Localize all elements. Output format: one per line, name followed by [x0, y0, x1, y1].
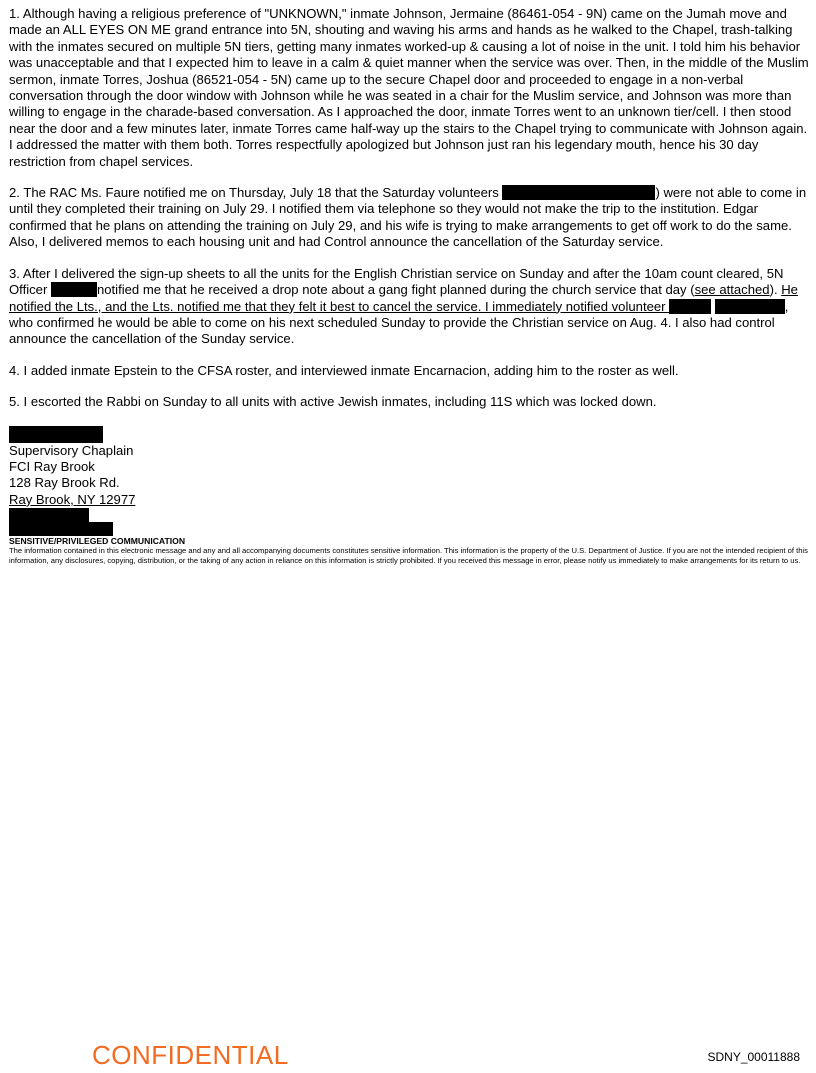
paragraph-3-text-f: , who confirmed he would be able to come on his next scheduled Sunday to provide the Christian service on Aug. 4. I also had control announce the cancellation of the Sunday service. [9, 298, 789, 347]
memo-body [9, 6, 809, 566]
signature-title: Supervisory Chaplain [9, 442, 134, 458]
redaction-box [715, 299, 785, 314]
paragraph-5-text: 5. I escorted the Rabbi on Sunday to all units with active Jewish inmates, including 11S which was locked down. [9, 394, 657, 410]
paragraph-2-text-b: ) were not able to come in until they completed their training on July 29. I notified them via telephone so they would not make the trip to the institution. Edgar confirmed that he plans on attending the training on July 29, and his wife is trying to make arrangements to get off work to do the same. Also, I delivered memos to each housing unit and had Control announce the cancellation of the Saturday service. [9, 185, 807, 250]
paragraph-3-text-e: He notified the Lts., and the Lts. notified me that they felt it best to cancel the service. I immediately notified volunteer [9, 282, 798, 314]
paragraph-1 [9, 6, 809, 170]
redaction-box [9, 522, 113, 536]
signature-facility: FCI Ray Brook [9, 458, 95, 474]
redaction-box [9, 426, 103, 443]
paragraph-3-text-b: notified me that he received a drop note about a gang fight planned during the church service that day ( [96, 282, 695, 298]
paragraph-3-text-d: ). [769, 282, 778, 298]
paragraph-1-text: 1. Although having a religious preference of "UNKNOWN," inmate Johnson, Jermaine (86461-054 - 9N) came on the Jumah move and made an ALL EYES ON ME grand entrance into 5N, shouting and waving his arms and hands as he walked to the Chapel, trash-talking with the inmates secured on multiple 5N tiers, getting many inmates worked-up & causing a lot of noise in the unit. I told him his behavior was unacceptable and that I expected him to leave in a calm & quiet manner when the service was over. Then, in the middle of the Muslim sermon, inmate Torres, Joshua (86521-054 - 5N) came up to the secure Chapel door and proceeded to engage in a non-verbal conversation through the door window with Johnson while he was seated in a chair for the Muslim service, and Johnson was more than willing to engage in the charade-based conversation. As I approached the door, inmate Torres went to an unknown tier/cell. I then stood near the door and a few minutes later, inmate Torres came half-way up the stairs to the Chapel trying to communicate with Johnson again. I addressed the matter with them both. Torres respectfully apologized but Johnson just ran his legendary mouth, hence his 30 day restriction from chapel services. [9, 6, 809, 169]
paragraph-3-text-a: 3. After I delivered the sign-up sheets to all the units for the English Christian service on Sunday and after the 10am count cleared, 5N Officer [9, 265, 784, 298]
notice-heading: SENSITIVE/PRIVILEGED COMMUNICATION [9, 536, 186, 547]
redaction-box [669, 299, 711, 314]
bates-number: SDNY_00011888 [707, 1050, 800, 1064]
paragraph-4 [9, 363, 809, 379]
signature-block [9, 426, 809, 537]
paragraph-2-text-a: 2. The RAC Ms. Faure notified me on Thursday, July 18 that the Saturday volunteers [9, 185, 503, 201]
see-attached-link: see attached [694, 282, 770, 298]
paragraph-2 [9, 185, 809, 251]
redaction-box [51, 282, 97, 297]
redaction-box [502, 185, 655, 200]
paragraph-5 [9, 394, 809, 410]
paragraph-4-text: 4. I added inmate Epstein to the CFSA roster, and interviewed inmate Encarnacion, adding him to the roster as well. [9, 362, 679, 378]
signature-street: 128 Ray Brook Rd. [9, 475, 120, 491]
notice-body: The information contained in this electronic message and any and all accompanying documents constitutes sensitive information. This information is the property of the U.S. Department of Justice. If you are not the intended recipient of this information, any disclosures, copying, distribution, or the taking of any action in reliance on this information is strictly prohibited. If you received this message in error, please notify us immediately to make arrangements for its return to us. [9, 546, 808, 566]
paragraph-3 [9, 266, 809, 348]
signature-city: Ray Brook, NY 12977 [9, 491, 136, 507]
confidential-stamp: CONFIDENTIAL [92, 1040, 289, 1070]
redaction-box [9, 508, 89, 522]
